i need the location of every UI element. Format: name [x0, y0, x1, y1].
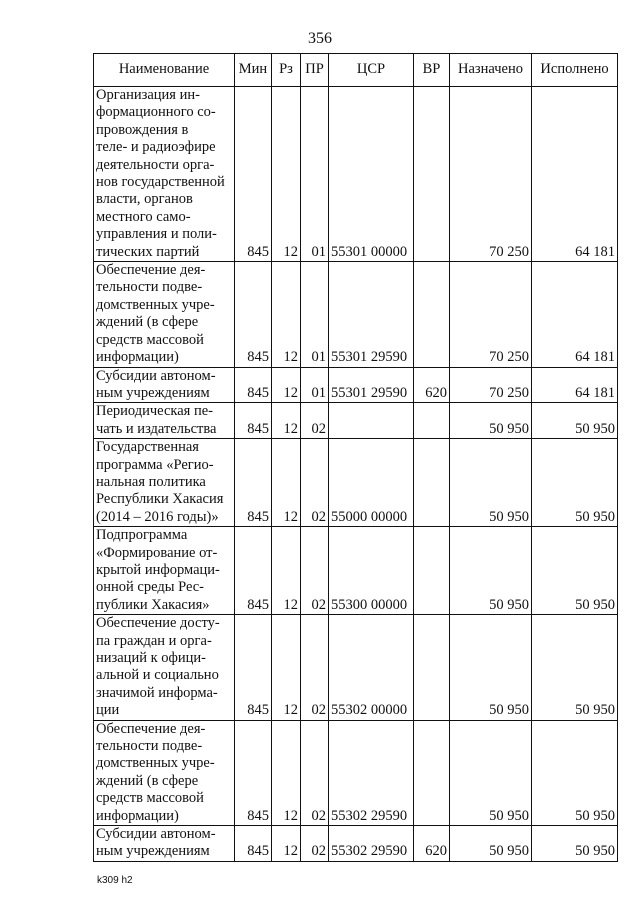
row-csr: 55302 00000 [329, 615, 414, 720]
row-csr: 55302 29590 [329, 720, 414, 825]
page-number: 356 [308, 30, 332, 47]
budget-table [93, 53, 618, 862]
row-vr [414, 527, 450, 615]
row-name: Государственная программа «Регио- нальная политика Республики Хакасия (2014 – 2016 годы)» [94, 439, 235, 527]
row-pr: 02 [301, 615, 329, 720]
row-executed: 50 950 [532, 826, 618, 862]
row-csr: 55000 00000 [329, 439, 414, 527]
row-rz: 12 [272, 826, 301, 862]
row-name: Периодическая пе- чать и издательства [94, 403, 235, 439]
row-executed: 64 181 [532, 262, 618, 367]
row-assigned: 70 250 [450, 262, 532, 367]
header-pr: ПР [301, 54, 329, 87]
row-vr: 620 [414, 826, 450, 862]
row-assigned: 50 950 [450, 720, 532, 825]
row-executed: 50 950 [532, 527, 618, 615]
row-min: 845 [235, 826, 272, 862]
row-vr [414, 439, 450, 527]
header-csr: ЦСР [329, 54, 414, 87]
row-assigned: 70 250 [450, 87, 532, 262]
table-row [94, 262, 618, 367]
row-min: 845 [235, 403, 272, 439]
row-executed: 64 181 [532, 367, 618, 403]
header-rz: Рз [272, 54, 301, 87]
table-row [94, 403, 618, 439]
row-assigned: 50 950 [450, 403, 532, 439]
row-rz: 12 [272, 262, 301, 367]
row-vr: 620 [414, 367, 450, 403]
header-vr: ВР [414, 54, 450, 87]
row-name: Обеспечение дея- тельности подве- домственных учре- ждений (в сфере средств массовой информации) [94, 262, 235, 367]
table-row [94, 87, 618, 262]
header-name: Наименование [94, 54, 235, 87]
row-name: Субсидии автоном- ным учреждениям [94, 826, 235, 862]
row-name: Обеспечение дея- тельности подве- домственных учре- ждений (в сфере средств массовой информации) [94, 720, 235, 825]
row-min: 845 [235, 527, 272, 615]
row-rz: 12 [272, 367, 301, 403]
row-name: Субсидии автоном- ным учреждениям [94, 367, 235, 403]
row-executed: 50 950 [532, 615, 618, 720]
row-min: 845 [235, 439, 272, 527]
row-pr: 02 [301, 826, 329, 862]
row-csr: 55301 29590 [329, 367, 414, 403]
row-vr [414, 403, 450, 439]
row-vr [414, 615, 450, 720]
header-min: Мин [235, 54, 272, 87]
table-row [94, 826, 618, 862]
row-executed: 50 950 [532, 439, 618, 527]
row-rz: 12 [272, 87, 301, 262]
row-rz: 12 [272, 527, 301, 615]
row-pr: 01 [301, 367, 329, 403]
row-rz: 12 [272, 439, 301, 527]
row-name: Подпрограмма «Формирование от- крытой информаци- онной среды Рес- публики Хакасия» [94, 527, 235, 615]
row-assigned: 70 250 [450, 367, 532, 403]
table-row [94, 367, 618, 403]
row-vr [414, 87, 450, 262]
row-assigned: 50 950 [450, 826, 532, 862]
row-pr: 02 [301, 439, 329, 527]
row-name: Обеспечение досту- па граждан и орга- низаций к офици- альной и социально значимой информа- ции [94, 615, 235, 720]
row-pr: 01 [301, 87, 329, 262]
row-csr: 55301 29590 [329, 262, 414, 367]
table-row [94, 439, 618, 527]
row-pr: 02 [301, 527, 329, 615]
row-csr [329, 403, 414, 439]
row-assigned: 50 950 [450, 615, 532, 720]
row-pr: 01 [301, 262, 329, 367]
row-pr: 02 [301, 403, 329, 439]
row-csr: 55300 00000 [329, 527, 414, 615]
row-min: 845 [235, 87, 272, 262]
row-csr: 55301 00000 [329, 87, 414, 262]
row-executed: 50 950 [532, 720, 618, 825]
row-rz: 12 [272, 615, 301, 720]
header-executed: Исполнено [532, 54, 618, 87]
row-min: 845 [235, 615, 272, 720]
row-executed: 64 181 [532, 87, 618, 262]
row-csr: 55302 29590 [329, 826, 414, 862]
row-name: Организация ин- формационного со- провождения в теле- и радиоэфире деятельности орга- нов государственной власти, органов местного само- управления и поли- тических партий [94, 87, 235, 262]
header-assigned: Назначено [450, 54, 532, 87]
table-row [94, 527, 618, 615]
table-row [94, 615, 618, 720]
table-row [94, 720, 618, 825]
row-rz: 12 [272, 720, 301, 825]
row-executed: 50 950 [532, 403, 618, 439]
row-assigned: 50 950 [450, 527, 532, 615]
row-assigned: 50 950 [450, 439, 532, 527]
table-header-row [94, 54, 618, 87]
row-vr [414, 262, 450, 367]
row-vr [414, 720, 450, 825]
row-pr: 02 [301, 720, 329, 825]
row-rz: 12 [272, 403, 301, 439]
footer-code: k309 h2 [97, 875, 133, 886]
row-min: 845 [235, 720, 272, 825]
row-min: 845 [235, 262, 272, 367]
row-min: 845 [235, 367, 272, 403]
